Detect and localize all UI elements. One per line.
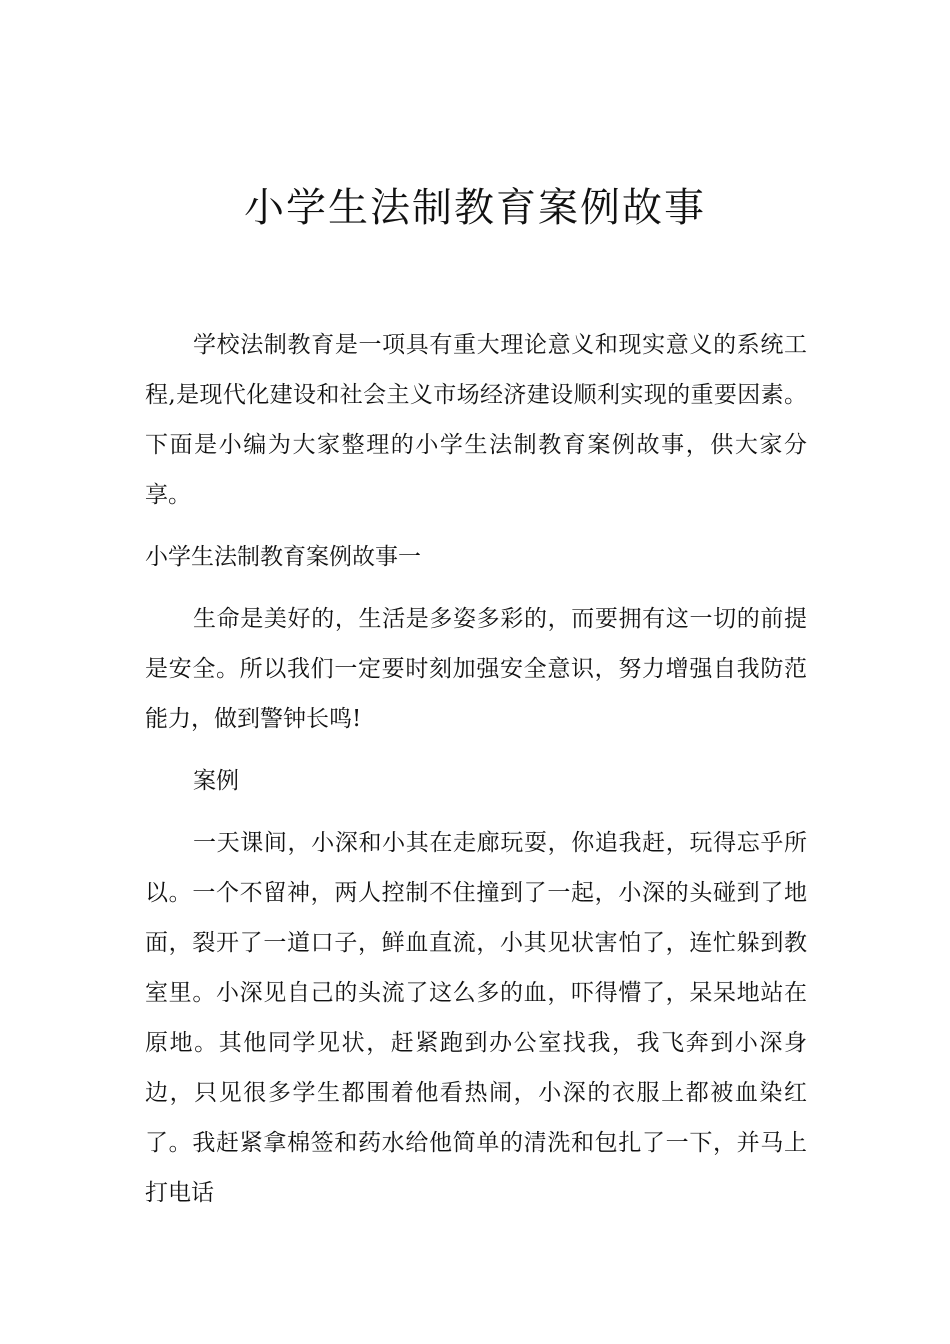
section-heading: 小学生法制教育案例故事一 (145, 544, 421, 570)
document-title: 小学生法制教育案例故事 (244, 185, 706, 231)
case-label: 案例 (193, 768, 239, 794)
paragraph-safety: 生命是美好的，生活是多姿多彩的，而要拥有这一切的前提是安全。所以我们一定要时刻加强安全意识，努力增强自我防范能力，做到警钟长鸣! (145, 606, 807, 732)
paragraph-case: 一天课间，小深和小其在走廊玩耍，你追我赶，玩得忘乎所以。一个不留神，两人控制不住撞到了一起，小深的头碰到了地面，裂开了一道口子，鲜血直流，小其见状害怕了，连忙躲到教室里。小深见自己的头流了这么多的血，吓得懵了，呆呆地站在原地。其他同学见状，赶紧跑到办公室找我，我飞奔到小深身边，只见很多学生都围着他看热闹，小深的衣服上都被血染红了。我赶紧拿棉签和药水给他简单的清洗和包扎了一下，并马上打电话 (145, 830, 807, 1206)
document-body (145, 320, 807, 1218)
intro-paragraph: 学校法制教育是一项具有重大理论意义和现实意义的系统工程,是现代化建设和社会主义市场经济建设顺利实现的重要因素。下面是小编为大家整理的小学生法制教育案例故事，供大家分享。 (145, 332, 807, 508)
